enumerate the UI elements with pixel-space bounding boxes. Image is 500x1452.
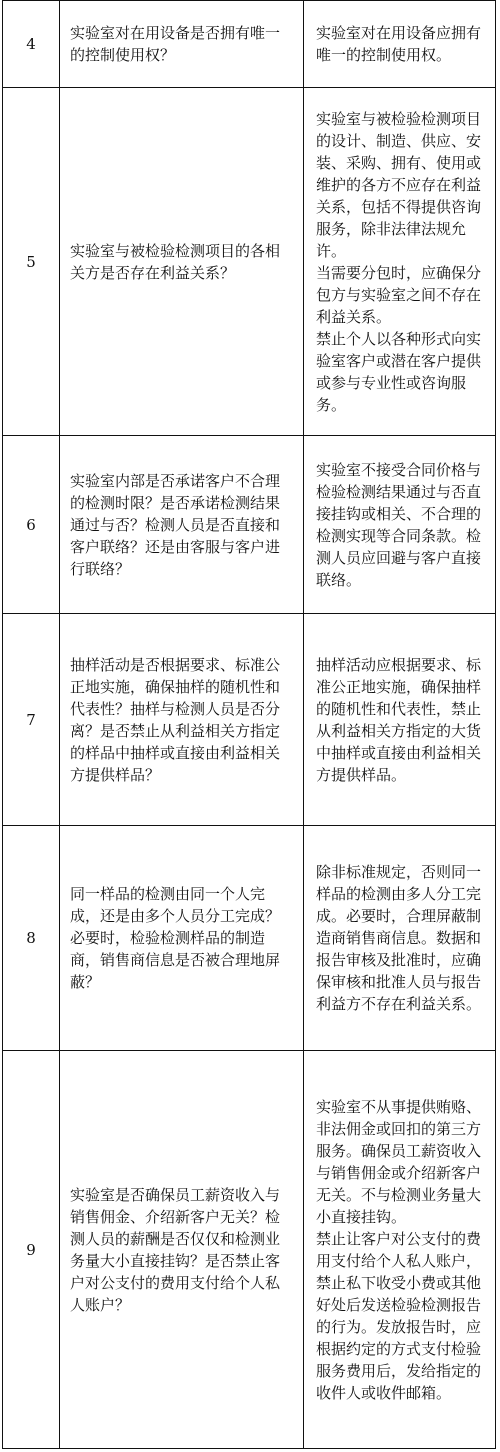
row-number: 7 xyxy=(3,614,60,826)
answer-cell xyxy=(304,1,496,88)
requirements-table xyxy=(2,0,496,1449)
question-cell: 抽样活动是否根据要求、标准公正地实施，确保抽样的随机性和代表性？抽样与检测人员是否分离？是否禁止从利益相关方指定的样品中抽样或直接由利益相关方提供样品？ xyxy=(60,614,304,826)
answer-paragraph: 禁止让客户对公支付的费用支付给个人私人账户，禁止私下收受小费或其他好处后发送检验检测报告的行为。发放报告时，应根据约定的方式支付检验服务费用后，发给指定的收件人或收件邮箱。 xyxy=(316,1229,482,1402)
row-number: 8 xyxy=(3,826,60,1051)
table-row xyxy=(3,614,496,826)
answer-paragraph: 实验室与被检验检测项目的设计、制造、供应、安装、采购、拥有、使用或维护的各方不应存在利益关系，包括不得提供咨询服务，除非法律法规允许。 xyxy=(316,109,482,260)
answer-paragraph: 禁止个人以各种形式向实验室客户或潜在客户提供或参与专业性或咨询服务。 xyxy=(316,329,482,414)
row-number: 6 xyxy=(3,436,60,614)
table-row xyxy=(3,1,496,88)
answer-paragraph: 除非标准规定，否则同一样品的检测由多人分工完成。必要时，合理屏蔽制造商销售商信息。数据和报告审核及批准时，应确保审核和批准人员与报告利益方不存在利益关系。 xyxy=(316,863,482,1013)
table-row xyxy=(3,88,496,436)
row-number: 5 xyxy=(3,88,60,436)
answer-cell xyxy=(304,614,496,826)
row-number: 9 xyxy=(3,1051,60,1449)
question-cell: 实验室与被检验检测项目的各相关方是否存在利益关系？ xyxy=(60,88,304,436)
question-cell: 实验室是否确保员工薪资收入与销售佣金、介绍新客户无关？检测人员的薪酬是否仅仅和检测业务量大小直接挂钩？是否禁止客户对公支付的费用支付给个人私人账户？ xyxy=(60,1051,304,1449)
answer-paragraph: 实验室对在用设备应拥有唯一的控制使用权。 xyxy=(316,24,482,64)
answer-cell xyxy=(304,88,496,436)
answer-cell xyxy=(304,826,496,1051)
answer-paragraph: 实验室不接受合同价格与检验检测结果通过与否直接挂钩或相关、不合理的检测实现等合同条款。检测人员应回避与客户直接联络。 xyxy=(316,460,482,589)
question-cell: 实验室对在用设备是否拥有唯一的控制使用权？ xyxy=(60,1,304,88)
answer-cell xyxy=(304,1051,496,1449)
answer-paragraph: 实验室不从事提供贿赂、非法佣金或回扣的第三方服务。确保员工薪资收入与销售佣金或介绍新客户无关。不与检测业务量大小直接挂钩。 xyxy=(316,1097,482,1226)
answer-paragraph: 当需要分包时，应确保分包方与实验室之间不存在利益关系。 xyxy=(316,263,482,326)
answer-paragraph: 抽样活动应根据要求、标准公正地实施，确保抽样的随机性和代表性，禁止从利益相关方指定的大货中抽样或直接由利益相关方提供样品。 xyxy=(316,655,482,784)
table-row xyxy=(3,436,496,614)
row-number: 4 xyxy=(3,1,60,88)
question-cell: 实验室内部是否承诺客户不合理的检测时限？是否承诺检测结果通过与否？检测人员是否直接和客户联络？还是由客服与客户进行联络？ xyxy=(60,436,304,614)
table-row xyxy=(3,1051,496,1449)
answer-cell xyxy=(304,436,496,614)
question-cell: 同一样品的检测由同一个人完成，还是由多个人员分工完成？必要时，检验检测样品的制造商，销售商信息是否被合理地屏蔽？ xyxy=(60,826,304,1051)
table-row xyxy=(3,826,496,1051)
